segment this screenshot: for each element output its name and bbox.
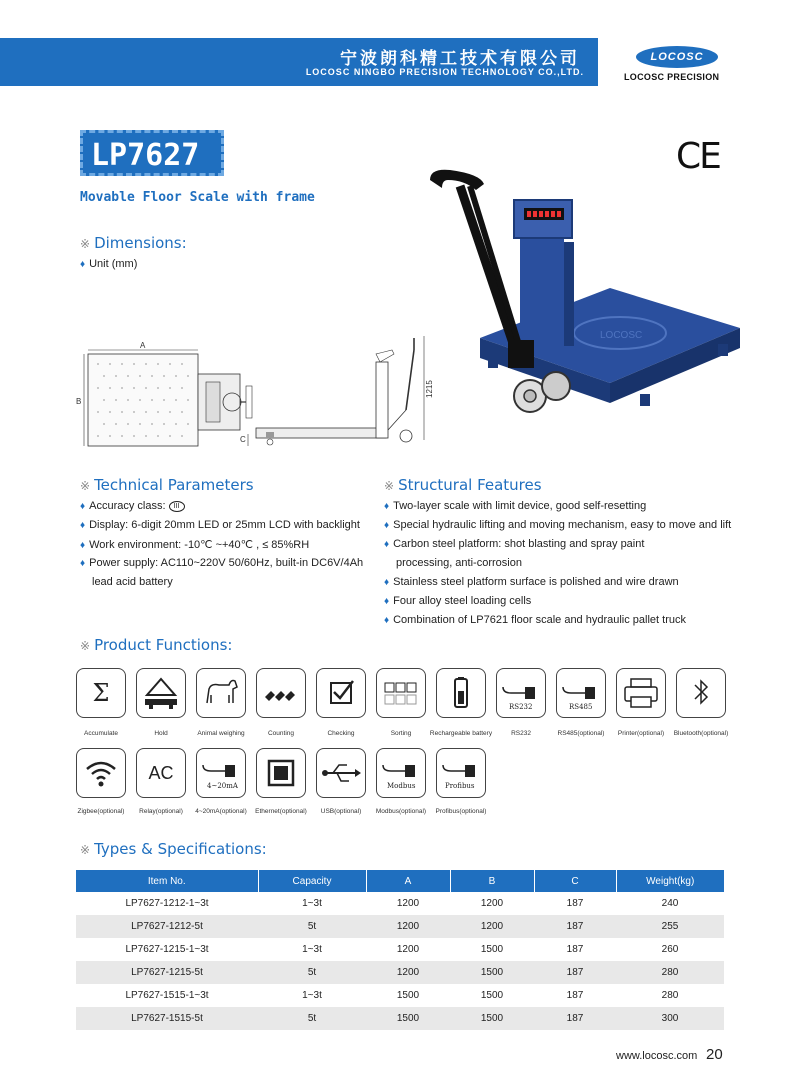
tech-item-environment: ♦ Work environment: -10℃ ~+40℃ , ≤ 85%RH — [80, 539, 310, 551]
counting-icon — [256, 668, 306, 718]
table-cell: 1500 — [480, 944, 504, 955]
svg-text:4~20mA: 4~20mA — [207, 782, 238, 790]
table-cell: LP7627-1515-5t — [76, 1007, 258, 1030]
struct-item: ♦ Four alloy steel loading cells — [384, 595, 532, 607]
func-label: Counting — [267, 730, 295, 737]
dim-a-label: A — [140, 341, 146, 350]
dim-c-label: C — [240, 435, 246, 444]
footer-url[interactable]: www.locosc.com — [616, 1050, 698, 1062]
table-cell: 280 — [616, 961, 724, 984]
tech-item-display: ♦ Display: 6-digit 20mm LED or 25mm LCD with backlight — [80, 519, 360, 531]
table-row — [76, 915, 724, 938]
table-cell: 187 — [566, 990, 584, 1001]
table-cell: 187 — [566, 898, 584, 909]
checking-icon — [316, 668, 366, 718]
table-cell: 1200 — [480, 898, 504, 909]
table-row — [76, 961, 724, 984]
table-cell: LP7627-1212-1~3t — [125, 898, 209, 909]
ce-mark: CE — [676, 136, 720, 177]
func-label: USB(optional) — [320, 808, 362, 815]
table-cell: 187 — [534, 961, 616, 984]
struct-item-cont: processing, anti-corrosion — [396, 557, 522, 569]
tech-item-power-cont: lead acid battery — [92, 576, 173, 588]
table-cell: 300 — [616, 1007, 724, 1030]
table-cell: 1500 — [396, 990, 420, 1001]
table-cell: 1~3t — [302, 898, 322, 909]
dim-height-label: 1215 — [425, 380, 434, 398]
table-cell: 187 — [534, 915, 616, 938]
page-number: 20 — [706, 1046, 723, 1063]
locosc-logo: LOCOSC — [636, 46, 718, 68]
table-row — [76, 984, 724, 1007]
table-cell: LP7627-1212-5t — [76, 915, 258, 938]
functions-title: ※ Product Functions: — [80, 636, 233, 654]
hold-icon — [136, 668, 186, 718]
table-cell: 1200 — [366, 915, 450, 938]
accuracy-class-icon: III — [169, 501, 185, 512]
table-cell: 1500 — [450, 1007, 534, 1030]
table-cell: 1500 — [450, 961, 534, 984]
svg-text:LOCOSC: LOCOSC — [600, 330, 643, 341]
current-loop-icon — [196, 748, 246, 798]
table-cell: 5t — [258, 915, 366, 938]
printer-icon — [616, 668, 666, 718]
table-cell: 1200 — [450, 915, 534, 938]
col-header: Weight(kg) — [616, 870, 724, 892]
table-cell: 1200 — [366, 961, 450, 984]
specs-table — [76, 870, 724, 1030]
table-cell: 1~3t — [302, 944, 322, 955]
svg-text:RS485: RS485 — [569, 703, 593, 711]
logo-caption: LOCOSC PRECISION — [624, 72, 720, 82]
func-label: Animal weighing — [197, 730, 245, 737]
struct-item: ♦ Special hydraulic lifting and moving mechanism, easy to move and lift — [384, 519, 732, 531]
usb-icon — [316, 748, 366, 798]
tech-item-power: ♦ Power supply: AC110~220V 50/60Hz, built-in DC6V/4Ah — [80, 557, 364, 569]
header-bar — [0, 38, 598, 86]
table-cell: 1200 — [396, 944, 420, 955]
modbus-icon — [376, 748, 426, 798]
technical-drawing — [76, 330, 440, 460]
table-cell: LP7627-1215-5t — [76, 961, 258, 984]
sorting-icon — [376, 668, 426, 718]
ethernet-icon — [256, 748, 306, 798]
col-header: Capacity — [258, 870, 366, 892]
func-label: Ethernet(optional) — [255, 808, 307, 815]
model-badge: LP7627 — [80, 130, 224, 176]
table-cell: LP7627-1515-1~3t — [125, 990, 209, 1001]
table-row — [76, 892, 724, 915]
relay-icon: AC — [136, 748, 186, 798]
table-cell: 1500 — [366, 1007, 450, 1030]
table-cell: 5t — [258, 1007, 366, 1030]
table-cell: 280 — [661, 990, 679, 1001]
struct-item: ♦ Two-layer scale with limit device, good self-resetting — [384, 500, 647, 512]
bluetooth-icon — [676, 668, 726, 718]
table-cell: 1~3t — [302, 990, 322, 1001]
struct-item: ♦ Combination of LP7621 floor scale and hydraulic pallet truck — [384, 614, 687, 626]
table-cell: 187 — [534, 1007, 616, 1030]
table-cell: 240 — [661, 898, 679, 909]
product-subtitle: Movable Floor Scale with frame — [80, 190, 315, 205]
table-cell: 1500 — [480, 990, 504, 1001]
sigma-icon: Σ — [76, 668, 126, 718]
company-name-en: LOCOSC NINGBO PRECISION TECHNOLOGY CO.,LTD. — [305, 67, 584, 77]
func-label: 4~20mA(optional) — [195, 808, 247, 815]
col-header: A — [366, 870, 450, 892]
func-label: Zigbee(optional) — [77, 808, 125, 815]
col-header: Item No. — [76, 870, 258, 892]
func-label: Hold — [154, 730, 168, 737]
wifi-icon — [76, 748, 126, 798]
col-header: C — [534, 870, 616, 892]
unit-note: ♦ Unit (mm) — [80, 258, 138, 270]
rs232-icon — [496, 668, 546, 718]
tech-item-accuracy: ♦ Accuracy class: III — [80, 500, 185, 512]
table-cell: 255 — [616, 915, 724, 938]
table-cell: 260 — [661, 944, 679, 955]
struct-item: ♦ Stainless steel platform surface is polished and wire drawn — [384, 576, 679, 588]
svg-text:Profibus: Profibus — [445, 782, 475, 790]
table-cell: 1200 — [396, 898, 420, 909]
table-row — [76, 1007, 724, 1030]
func-label: Profibus(optional) — [435, 808, 487, 815]
func-label: Bluetooth(optional) — [673, 730, 729, 737]
func-label: Accumulate — [84, 730, 118, 737]
table-cell: 5t — [258, 961, 366, 984]
table-cell: LP7627-1215-1~3t — [125, 944, 209, 955]
svg-text:RS232: RS232 — [509, 703, 533, 711]
func-label: Relay(optional) — [139, 808, 183, 815]
specs-title: ※ Types & Specifications: — [80, 840, 267, 858]
animal-icon — [196, 668, 246, 718]
func-label: Printer(optional) — [617, 730, 665, 737]
structural-title: ※ Structural Features — [384, 476, 542, 494]
product-image — [420, 168, 750, 428]
dimensions-title: ※ Dimensions: — [80, 234, 187, 252]
dim-b-label: B — [76, 397, 82, 406]
func-label: Modbus(optional) — [375, 808, 427, 815]
technical-title: ※ Technical Parameters — [80, 476, 254, 494]
func-label: Sorting — [390, 730, 412, 737]
func-label: RS232 — [511, 730, 531, 737]
company-name-cn: 宁波朗科精工技术有限公司 — [340, 49, 580, 69]
svg-text:Modbus: Modbus — [387, 782, 416, 790]
battery-icon — [436, 668, 486, 718]
table-header-row — [76, 870, 724, 892]
rs485-icon — [556, 668, 606, 718]
table-cell: 187 — [566, 944, 584, 955]
col-header: B — [450, 870, 534, 892]
func-label: Checking — [327, 730, 355, 737]
struct-item: ♦ Carbon steel platform: shot blasting and spray paint — [384, 538, 645, 550]
table-row — [76, 938, 724, 961]
profibus-icon — [436, 748, 486, 798]
func-label: RS485(optional) — [557, 730, 605, 737]
func-label: Rechargeable battery — [429, 730, 493, 737]
